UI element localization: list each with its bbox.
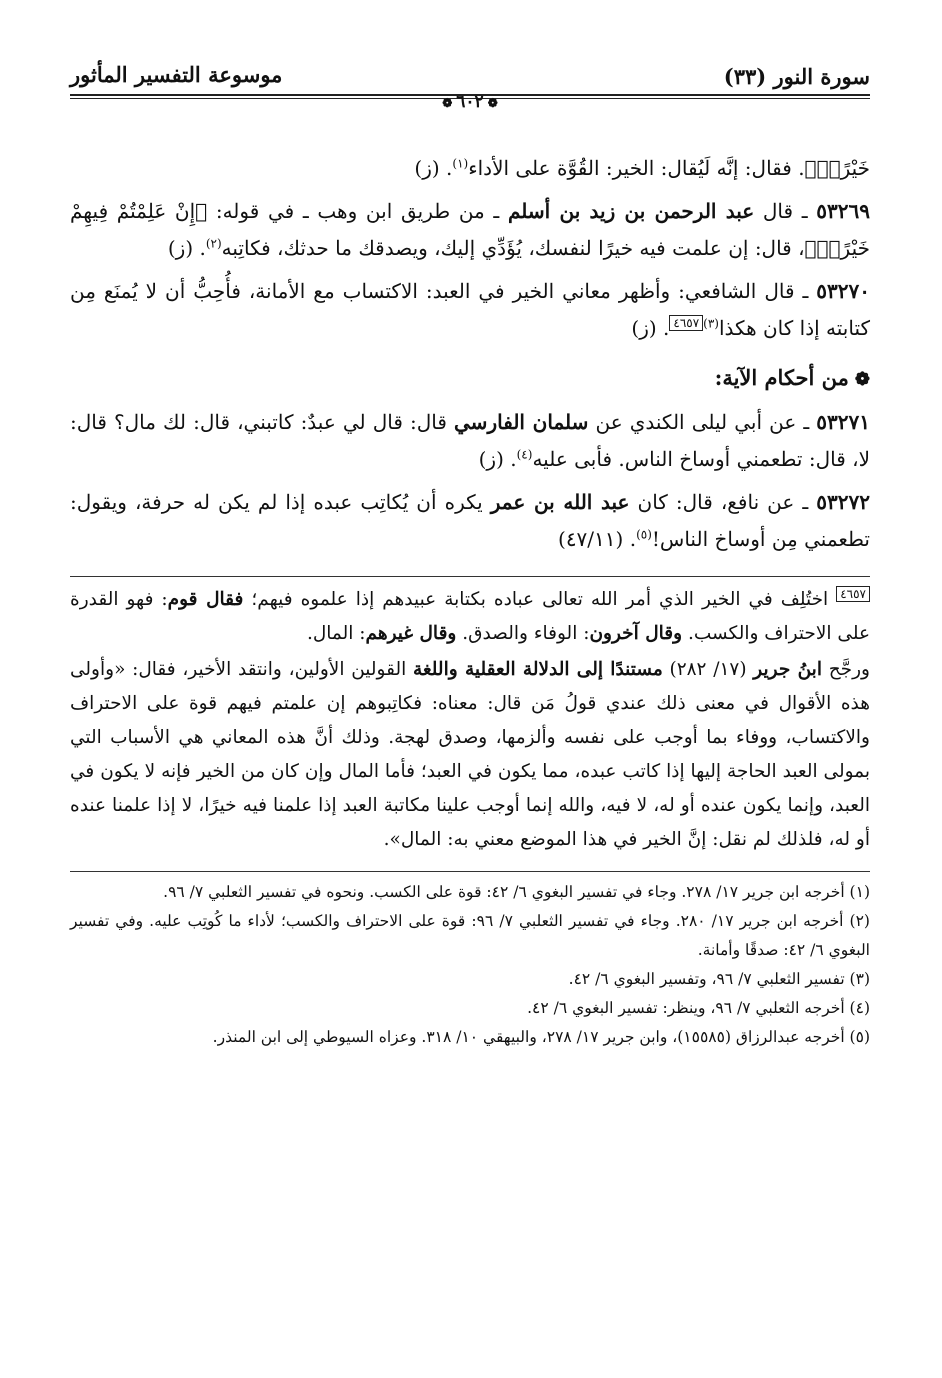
athar-number: ٥٣٢٧٢: [816, 490, 870, 514]
narrator-name: عبد الرحمن بن زيد بن أسلم: [507, 199, 755, 223]
footnote: (٥) أخرجه عبدالرزاق (١٥٥٨٥)، وابن جرير ١٧/ ٢٧٨، والبيهقي ١٠/ ٣١٨. وعزاه السيوطي إلى ابن المنذر.: [212, 1028, 870, 1046]
footnote: (٤) أخرجه الثعلبي ٧/ ٩٦، وينظر: تفسير البغوي ٦/ ٤٢.: [527, 999, 870, 1017]
footnote: (١) أخرجه ابن جرير ١٧/ ٢٧٨. وجاء في تفسير البغوي ٦/ ٤٢: قوة على الكسب. ونحوه في تفسير الثعلبي ٧/ ٩٦.: [163, 883, 870, 901]
athar-number: ٥٣٢٧٠: [816, 279, 870, 303]
footnotes: [70, 878, 870, 1052]
footnote: (٣) تفسير الثعلبي ٧/ ٩٦، وتفسير البغوي ٦/ ٤٢.: [568, 970, 870, 988]
page-number-value: ٦٠٢: [456, 92, 484, 112]
surah-label: سورة النور (٣٣): [723, 64, 870, 89]
note-number-box: ٤٦٥٧: [836, 586, 870, 602]
narrator-name: عبد الله بن عمر: [490, 490, 630, 514]
note-paragraph: ورجَّح ابنُ جرير (١٧/ ٢٨٢) مستندًا إلى الدلالة العقلية واللغة القولين الأولين، وانتقد الأخير، فقال: «وأولى هذه الأقوال في معنى ذلك عندي قولُ مَن قال: معناه: فكاتِبوهم إن علمتم فيهم قوة على الاحتراف والاكتساب، ووفاء بما أوجب على نفسه وألزمها، وصدق لهجة. وذلك أنَّ هذه المعاني هي الأسباب التي بمولى العبد الحاجة إليها إذا كاتب عبده، مما يكون في العبد؛ فأما المال وإن كان من الخير فإنه لا يكون في العبد، وإنما يكون عنده أو له، لا فيه، والله إنما أوجب علينا مكاتبة العبد إذا علمنا فيه خيرًا، لا إذا علمنا عنده أو له، فلذلك لم نقل: إنَّ الخير في هذا الموضع معني به: المال».: [70, 659, 870, 850]
athar-53270: ٥٣٢٧٠ ـ قال الشافعي: وأظهر معاني الخير في العبد: الاكتساب مع الأمانة، فأُحِبُّ أن لا يُمنَع مِن كتابته إذا كان هكذا$^{(٣)}$٤٦٥٧. (ز): [70, 279, 870, 340]
main-text: [70, 150, 870, 558]
section-heading: ❁من أحكام الآية:: [714, 365, 870, 390]
note-reference-box[interactable]: ٤٦٥٧: [669, 315, 703, 331]
athar-number: ٥٣٢٦٩: [816, 199, 870, 223]
footnote-ref[interactable]: (٤): [516, 447, 533, 462]
footnote-ref[interactable]: (٢): [205, 236, 222, 251]
ornament-icon: ❁: [487, 96, 498, 110]
athar-53272: ٥٣٢٧٢ ـ عن نافع، قال: كان عبد الله بن عمر يكره أن يُكاتِب عبده إذا لم يكن له حرفة، ويقول: تطعمني مِن أوساخ الناس!$^{(٥)}$. (٤٧/١١): [70, 490, 870, 551]
page-number: [438, 92, 502, 112]
note-paragraph: ٤٦٥٧ اختُلِف في الخير الذي أمر الله تعالى عباده بكتابة عبيدهم إذا علموه فيهم؛ فقال قوم: فهو القدرة على الاحتراف والكسب. وقال آخرون: الوفاء والصدق. وقال غيرهم: المال.: [70, 586, 870, 644]
athar-number: ٥٣٢٧١: [816, 410, 871, 434]
ornament-icon: ❁: [442, 96, 453, 110]
commentary-note: [70, 583, 870, 857]
footnote: (٢) أخرجه ابن جرير ١٧/ ٢٨٠. وجاء في تفسير الثعلبي ٧/ ٩٦: قوة على الاحتراف والكسب؛ لأداء ما كُوتِب عليه. وفي تفسير البغوي ٦/ ٤٢: صدقًا وأمانة.: [70, 912, 870, 959]
athar-53271: ٥٣٢٧١ ـ عن أبي ليلى الكندي عن سلمان الفارسي قال: قال لي عبدٌ: كاتبني، قال: لك مال؟ قال: لا، قال: تطعمني أوساخ الناس. فأبى عليه$^{(٤)}$. (ز): [70, 410, 871, 471]
paragraph-continuation: خَيْرًاۖ﴾. فقال: إنَّه لَيُقال: الخير: القُوَّة على الأداء$^{(١)}$. (ز): [414, 156, 870, 180]
book-page: [70, 58, 870, 1338]
footnote-ref[interactable]: (٣): [703, 316, 719, 331]
narrator-name: سلمان الفارسي: [454, 410, 589, 434]
footnote-ref[interactable]: (٥): [636, 527, 652, 542]
note-separator: [70, 576, 870, 577]
footnote-rule: [70, 871, 870, 872]
flower-icon: ❁: [854, 369, 870, 390]
footnote-ref[interactable]: (١): [452, 156, 469, 171]
athar-53269: ٥٣٢٦٩ ـ قال عبد الرحمن بن زيد بن أسلم ـ من طريق ابن وهب ـ في قوله: ﴿إِنْ عَلِمْتُمْ فِيهِمْ خَيْرًاۖ﴾، قال: إن علمت فيه خيرًا لنفسك، يُؤَدِّي إليك، ويصدقك ما حدثك، فكاتِبه$^{(٢)}$. (ز): [70, 199, 870, 260]
book-title: موسوعة التفسير المأثور: [70, 62, 283, 87]
page-header: [70, 58, 870, 112]
